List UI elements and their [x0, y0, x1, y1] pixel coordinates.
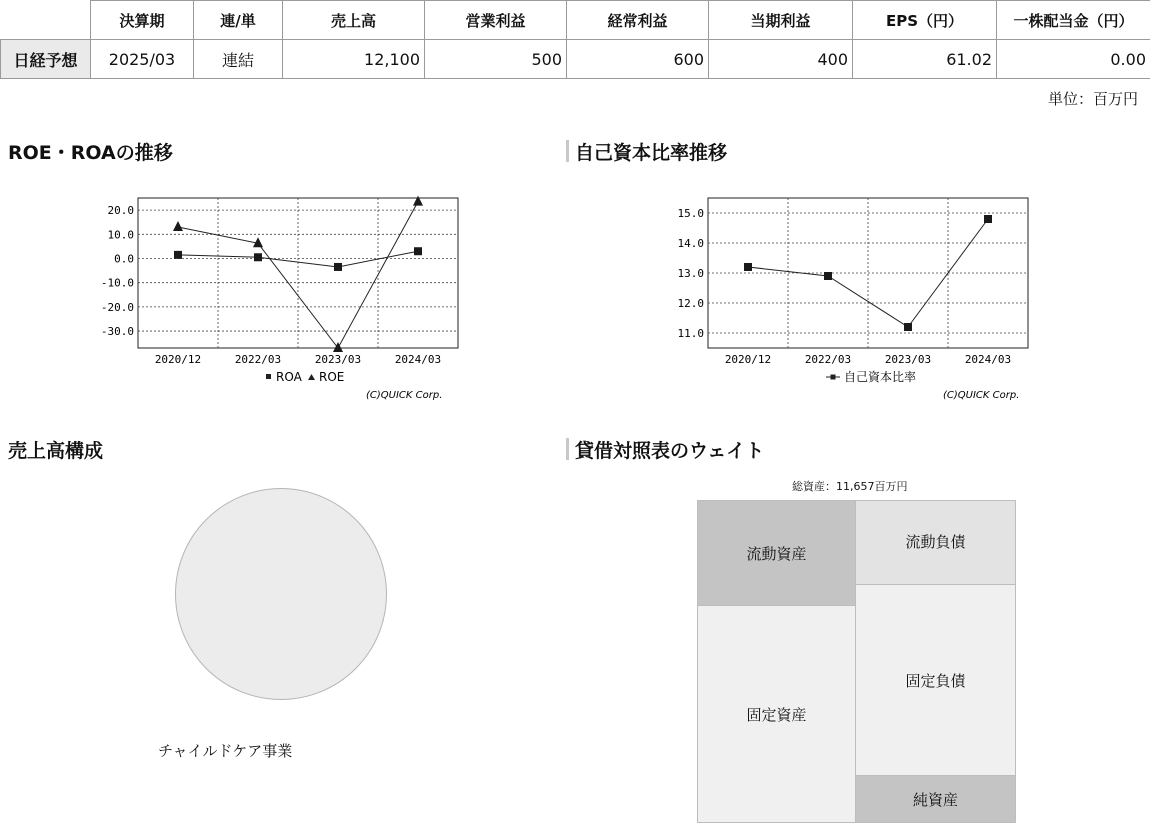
y-tick-label: 13.0 — [677, 267, 704, 280]
table-row — [1, 40, 1150, 79]
cell-ordinary-profit: 600 — [567, 40, 709, 79]
header-net-profit: 当期利益 — [709, 1, 853, 40]
bs-current-assets — [697, 500, 856, 606]
roe-roa-chart — [90, 190, 470, 405]
y-tick-label: 14.0 — [677, 237, 704, 250]
chart-legend — [826, 369, 916, 384]
chart-grid — [138, 198, 458, 348]
equity-ratio-chart — [660, 190, 1040, 405]
section-title-sales-mix: 売上高構成 — [8, 440, 104, 462]
header-dividend: 一株配当金（円） — [997, 1, 1150, 40]
y-tick-labels — [678, 207, 705, 340]
data-point-marker — [824, 272, 832, 280]
cell-dividend: 0.00 — [997, 40, 1150, 79]
section-title-roe-roa: ROE・ROAの推移 — [8, 142, 173, 164]
bs-current-assets-label: 流動資産 — [746, 544, 807, 563]
section-title-equity-ratio — [566, 138, 727, 165]
data-point-marker — [174, 251, 182, 259]
section-bar — [566, 438, 569, 460]
data-point-marker — [413, 196, 423, 206]
y-tick-label: 0.0 — [114, 252, 134, 266]
x-tick-label: 2024/03 — [964, 353, 1012, 366]
bs-fixed-liabilities-label: 固定負債 — [905, 671, 966, 690]
cell-sales: 12,100 — [283, 40, 425, 79]
copyright-text: (C)QUICK Corp. — [366, 390, 443, 401]
bs-fixed-liabilities — [855, 584, 1016, 776]
legend-roe-label: ROE — [319, 370, 345, 384]
legend-roa-marker — [266, 374, 271, 379]
y-tick-label: -30.0 — [100, 325, 134, 339]
header-operating-profit: 営業利益 — [425, 1, 567, 40]
legend-equity-marker — [831, 375, 836, 380]
legend-roe-marker — [308, 374, 315, 380]
data-point-marker — [334, 263, 342, 271]
x-tick-label: 2023/03 — [314, 353, 362, 366]
data-point-marker — [254, 253, 262, 261]
bs-fixed-assets-label: 固定資産 — [746, 705, 807, 724]
cell-fiscal-period: 2025/03 — [91, 40, 194, 79]
sales-pie-chart — [175, 488, 387, 700]
unit-label: 単位：百万円 — [1047, 90, 1138, 108]
y-tick-label: 15.0 — [677, 207, 704, 220]
y-tick-label: -10.0 — [100, 276, 134, 290]
copyright-text: (C)QUICK Corp. — [943, 390, 1020, 401]
data-point-marker — [904, 323, 912, 331]
pie-segment-label: チャイルドケア事業 — [158, 742, 293, 760]
data-point-marker — [414, 247, 422, 255]
data-point-marker — [173, 221, 183, 231]
header-eps: EPS（円） — [853, 1, 997, 40]
section-title-text: 貸借対照表のウェイト — [575, 440, 765, 462]
header-consolidated: 連/単 — [194, 1, 283, 40]
header-sales: 売上高 — [283, 1, 425, 40]
bs-net-assets-label: 純資産 — [912, 790, 958, 809]
x-tick-label: 2024/03 — [394, 353, 442, 366]
cell-consolidated: 連結 — [194, 40, 283, 79]
x-tick-label: 2023/03 — [884, 353, 932, 366]
header-fiscal-period: 決算期 — [91, 1, 194, 40]
legend-equity-label: 自己資本比率 — [844, 370, 917, 384]
x-tick-label: 2022/03 — [234, 353, 282, 366]
x-tick-label: 2022/03 — [804, 353, 852, 366]
x-tick-label: 2020/12 — [154, 353, 202, 366]
legend-roa-label: ROA — [276, 370, 302, 384]
bs-current-liabilities — [855, 500, 1016, 585]
x-tick-labels — [155, 353, 441, 366]
header-ordinary-profit: 経常利益 — [567, 1, 709, 40]
cell-eps: 61.02 — [853, 40, 997, 79]
data-point-marker — [744, 263, 752, 271]
y-tick-labels — [101, 204, 134, 338]
cell-net-profit: 400 — [709, 40, 853, 79]
x-tick-label: 2020/12 — [724, 353, 772, 366]
data-point-marker — [984, 215, 992, 223]
y-tick-label: 20.0 — [107, 204, 134, 218]
chart-legend — [266, 370, 344, 384]
forecast-table — [0, 0, 1150, 79]
total-assets-label: 総資産：11,657百万円 — [792, 480, 908, 493]
y-tick-label: 12.0 — [677, 297, 704, 310]
row-label: 日経予想 — [1, 40, 91, 79]
bs-current-liabilities-label: 流動負債 — [905, 533, 966, 551]
bs-net-assets — [855, 775, 1016, 823]
y-tick-label: 11.0 — [677, 327, 704, 340]
x-tick-labels — [725, 353, 1011, 366]
plot-frame — [138, 198, 458, 348]
y-tick-label: 10.0 — [107, 228, 134, 242]
section-title-balance-weight — [566, 436, 764, 463]
chart-grid — [708, 198, 1028, 348]
section-title-text: 自己資本比率推移 — [575, 142, 728, 164]
bs-fixed-assets — [697, 605, 856, 823]
section-bar — [566, 140, 569, 162]
table-corner — [1, 1, 91, 40]
cell-operating-profit: 500 — [425, 40, 567, 79]
y-tick-label: -20.0 — [100, 300, 134, 314]
